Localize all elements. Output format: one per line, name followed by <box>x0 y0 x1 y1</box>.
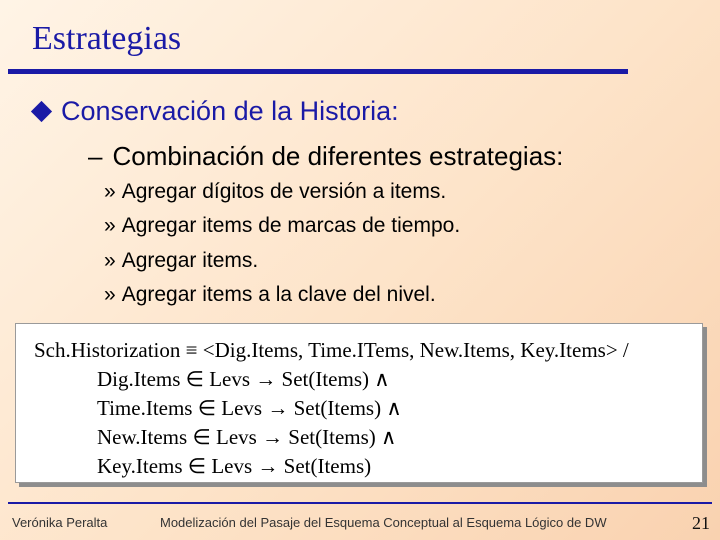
raquo-marker: » <box>104 180 116 203</box>
bullet-level3-item <box>104 249 258 273</box>
bullet-level2 <box>88 141 563 172</box>
bullet-level2-text: Combinación de diferentes estrategias: <box>112 141 564 171</box>
bullet-level3-text: Agregar items. <box>121 249 259 272</box>
raquo-marker: » <box>104 214 116 237</box>
slide-title: Estrategias <box>32 20 182 57</box>
formula-line: Key.Items ∈ Levs → Set(Items) <box>97 454 372 478</box>
bullet-level1-text: Conservación de la Historia: <box>61 96 399 126</box>
bullet-level3-text: Agregar dígitos de versión a items. <box>121 180 447 203</box>
raquo-marker: » <box>104 283 116 306</box>
formula-line: New.Items ∈ Levs → Set(Items) ∧ <box>97 425 397 449</box>
dash-marker: – <box>88 141 103 171</box>
bullet-level3-item <box>104 283 436 307</box>
formula-box <box>15 323 703 483</box>
formula-line: Time.Items ∈ Levs → Set(Items) ∧ <box>97 396 402 420</box>
page-number: 21 <box>692 513 710 533</box>
bullet-level3-text: Agregar items a la clave del nivel. <box>121 283 436 306</box>
title-underline <box>8 69 628 74</box>
raquo-marker: » <box>104 249 116 272</box>
bullet-level3-item <box>104 180 446 204</box>
bullet-level3-text: Agregar items de marcas de tiempo. <box>121 214 461 237</box>
footer-author: Verónika Peralta <box>12 515 108 530</box>
bullet-level3-item <box>104 214 460 238</box>
diamond-bullet-icon <box>31 101 52 122</box>
footer-course: Modelización del Pasaje del Esquema Conceptual al Esquema Lógico de DW <box>160 515 607 530</box>
formula-line: Dig.Items ∈ Levs → Set(Items) ∧ <box>97 367 390 391</box>
formula-line: Sch.Historization ≡ <Dig.Items, Time.ITems, New.Items, Key.Items> / <box>34 338 629 362</box>
footer-rule <box>8 502 712 504</box>
bullet-level1 <box>30 96 399 127</box>
